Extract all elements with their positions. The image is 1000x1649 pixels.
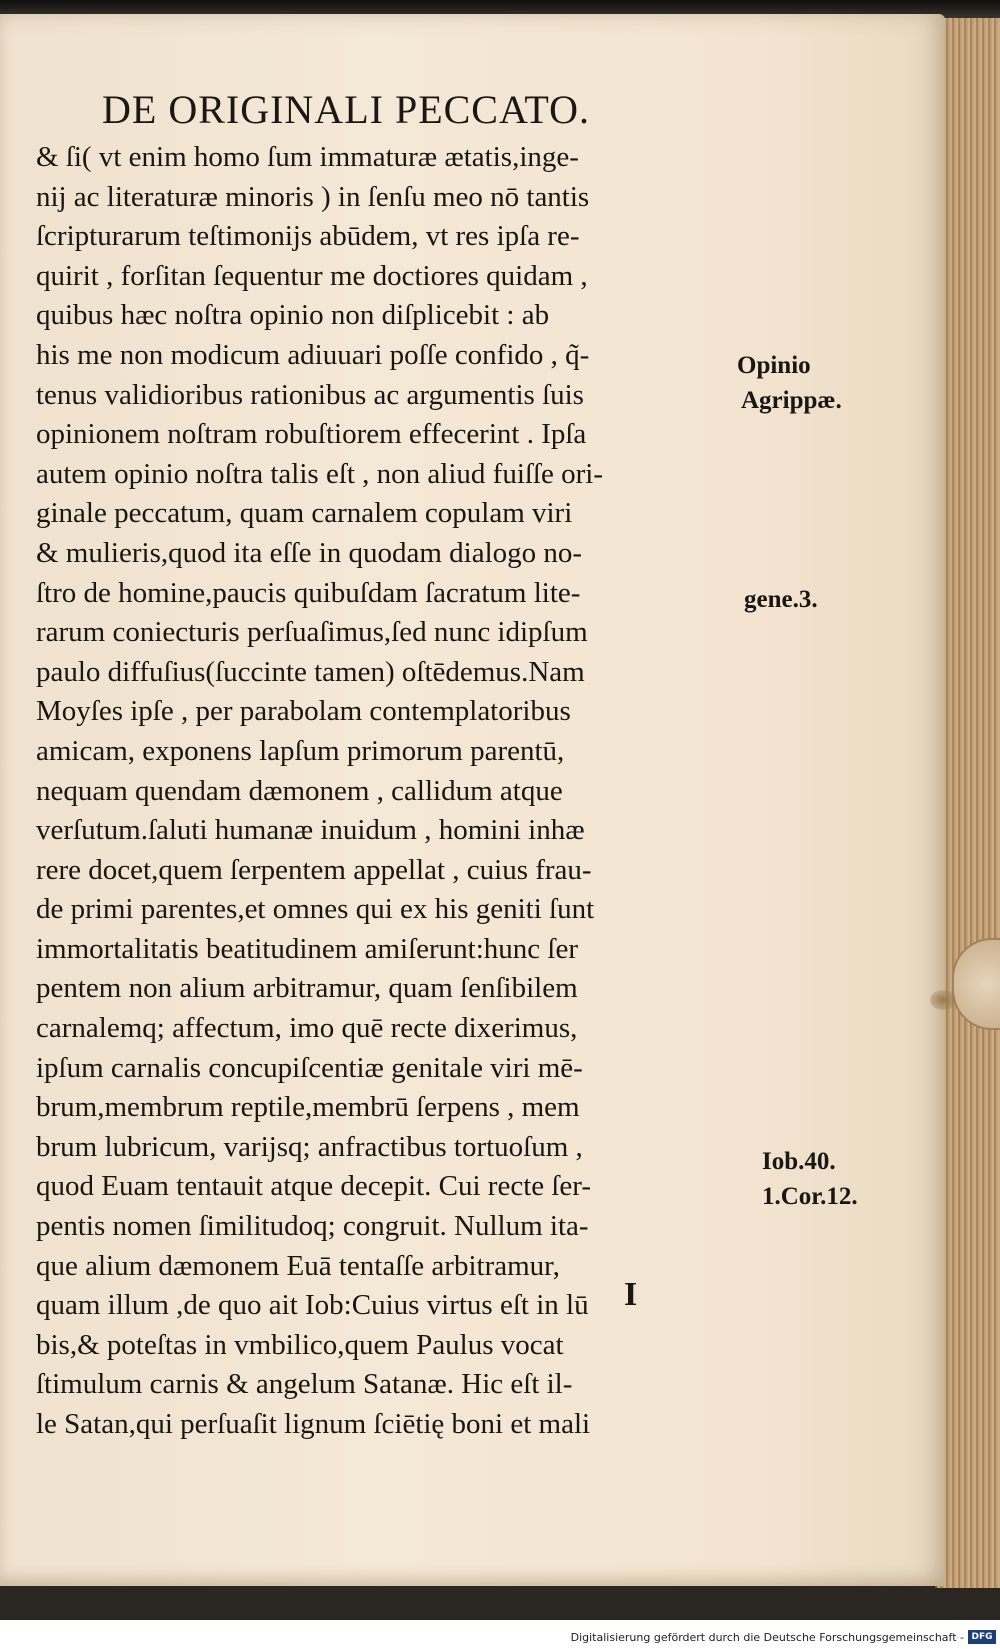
text-line: Moyſes ipſe , per parabolam contemplatoribus [36, 695, 571, 728]
text-line: nĳ ac literaturæ minoris ) in ſenſu meo nō tantis [36, 180, 590, 213]
text-line: immortalitatis beatitudinem amiſerunt:hunc ſer [36, 932, 578, 965]
text-line: pentis nomen ſimilitudoq; congruit. Nullum ita- [36, 1210, 589, 1243]
text-line: rere docet,quem ſerpentem appellat , cuius frau- [36, 853, 592, 886]
text-line: bis,& poteſtas in vmbilico,quem Paulus vocat [36, 1328, 564, 1361]
text-line: brum lubricum, varĳsq; anfractibus tortuoſum , [36, 1130, 583, 1163]
body-text [36, 138, 754, 1445]
text-line: tenus validioribus rationibus ac argumentis ſuis [36, 378, 584, 411]
text-line: verſutum.ſaluti humanæ inuidum , homini inhæ [36, 814, 585, 847]
text-line: de primi parentes,et omnes qui ex his geniti ſunt [36, 893, 595, 926]
text-line: ſtimulum carnis & angelum Satanæ. Hic eſt il- [36, 1368, 573, 1401]
margin-note-genesis: gene.3. [744, 586, 818, 613]
catchword: I [624, 1276, 638, 1313]
text-line: que alium dæmonem Euā tentaſſe arbitramur, [36, 1249, 560, 1282]
text-line: ginale peccatum, quam carnalem copulam viri [36, 497, 573, 530]
footer-credit: Digitalisierung gefördert durch die Deutsche Forschungsgemeinschaft - [570, 1631, 964, 1644]
text-line: carnalemq; affectum, imo quē recte dixerimus, [36, 1012, 578, 1045]
text-line: ipſum carnalis concupiſcentiæ genitale viri mē- [36, 1051, 583, 1084]
text-line: brum,membrum reptile,membrū ſerpens , mem [36, 1091, 580, 1124]
text-line: ſtro de homine,paucis quibuſdam ſacratum lite- [36, 576, 581, 609]
margin-note-opinio: Opinio [737, 352, 811, 379]
text-line: paulo diffuſius(ſuccinte tamen) oſtēdemus.Nam [36, 655, 585, 688]
text-line: pentem non alium arbitramur, quam ſenſibilem [36, 972, 578, 1005]
text-line: quirit , forſitan ſequentur me doctiores quidam , [36, 259, 588, 292]
text-line: nequam quendam dæmonem , callidum atque [36, 774, 563, 807]
margin-note-agrippae: Agrippæ. [741, 387, 842, 414]
running-head: DE ORIGINALI PECCATO. [102, 87, 591, 132]
text-line: rarum coniecturis perſuaſimus,ſed nunc idipſum [36, 616, 588, 649]
margin-note-corinthians: 1.Cor.12. [762, 1183, 858, 1210]
dfg-logo-icon: DFG [968, 1630, 996, 1644]
text-line: ſcripturarum teſtimonĳs abūdem, vt res ipſa re- [36, 220, 580, 253]
text-line: opinionem noſtram robuſtiorem effecerint . Ipſa [36, 418, 587, 451]
text-line: amicam, exponens lapſum primorum parentū, [36, 734, 565, 767]
text-line: & ſi( vt enim homo ſum immaturæ ætatis,inge- [36, 141, 579, 173]
stain-mark [930, 990, 956, 1010]
text-line: autem opinio noſtra talis eſt , non aliud fuiſſe ori- [36, 457, 603, 490]
text-line: quibus hæc noſtra opinio non diſplicebit : ab [36, 299, 550, 332]
text-line: his me non modicum adiuuari poſſe confido , q̃- [36, 338, 590, 371]
text-line: le Satan,qui perſuaſit lignum ſciētię boni et mali [36, 1408, 591, 1440]
text-line: quam illum ,de quo ait Iob:Cuius virtus eſt in lū [36, 1289, 589, 1322]
margin-note-iob: Iob.40. [762, 1148, 836, 1175]
text-line: & mulieris,quod ita eſſe in quodam dialogo no- [36, 536, 583, 569]
text-line: quod Euam tentauit atque decepit. Cui recte ſer- [36, 1170, 592, 1203]
